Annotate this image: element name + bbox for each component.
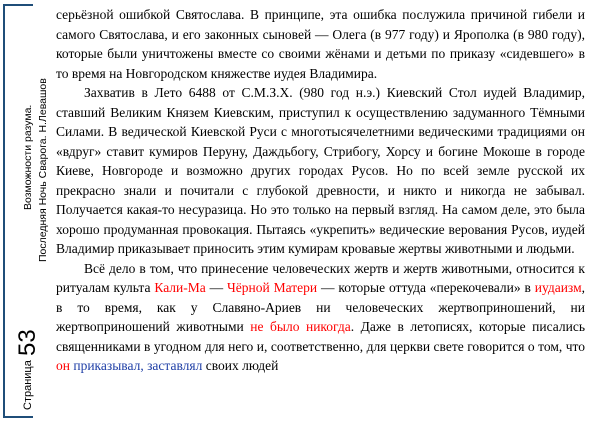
- paragraph-3: [56, 259, 585, 376]
- page-number: 53: [14, 329, 41, 356]
- document-body: [56, 5, 585, 376]
- p3-text-d: , в то время, как у Славяно-Ариев ни человеческих жертвоприношений, ни жертвоприношений животными: [56, 280, 585, 334]
- ordered-highlight: приказывал, заставлял: [73, 358, 203, 373]
- page-label: Страница: [22, 360, 34, 410]
- kali-ma-highlight: Кали-Ма: [154, 280, 206, 295]
- he-highlight: он: [56, 358, 70, 373]
- paragraph-2: Захватив в Лето 6488 от С.М.З.Х. (980 год н.э.) Киевский Стол иудей Владимир, ставший Великим Князем Киевским, приступил к осуществлению задуманного Тёмными Силами. В ведической Киевской Руси с многотысячелетними ведическими традициями он «вдруг» ставит кумиров Перуну, Даждьбогу, Стрибогу, Хорсу и богине Мокоше в городе Киеве, Новгороде и возможно других городах Русов. Но по всей земле русской их прекрасно знали и почитали с глубокой древности, и никто и никогда не забывал. Получается какая-то несуразица. Но это только на первый взгляд. На самом деле, это была хорошо продуманная провокация. Пытаясь «укрепить» ведические верования Русов, иудей Владимир приказывает приносить этим кумирам кровавые жертвы животными и людьми.: [56, 85, 585, 256]
- never-highlight: не было никогда: [250, 319, 351, 334]
- p3-text-c: — которые оттуда «перекочевали» в: [317, 280, 535, 295]
- black-mother-highlight: Чёрной Матери: [227, 280, 318, 295]
- book-subtitle: Последняя Ночь Сварога. Н.Левашов: [37, 78, 49, 262]
- p3-text-a: Всё дело в том, что принесение человеческих жертв и жертв животными, относится к ритуалам культа: [56, 260, 585, 295]
- judaism-highlight: иудаизм: [534, 280, 582, 295]
- p3-text-e: . Даже в летописях, которые писались священниками в угодном для него и, соответственно, для церкви свете говорится о том, что: [56, 319, 586, 354]
- p3-text-g: своих людей: [202, 358, 279, 373]
- p3-text-b: —: [205, 280, 228, 295]
- book-title: Возможности разума.: [22, 104, 34, 210]
- paragraph-1: серьёзной ошибкой Святослава. В принципе, эта ошибка послужила причиной гибели и самого Святослава, и его законных сыновей — Олега (в 977 году) и Ярополка (в 980 году), которые были уничтожены вместе со своими жёнами и детьми по приказу «сидевшего» в то время на Новгородском княжестве иудея Владимира.: [56, 7, 585, 81]
